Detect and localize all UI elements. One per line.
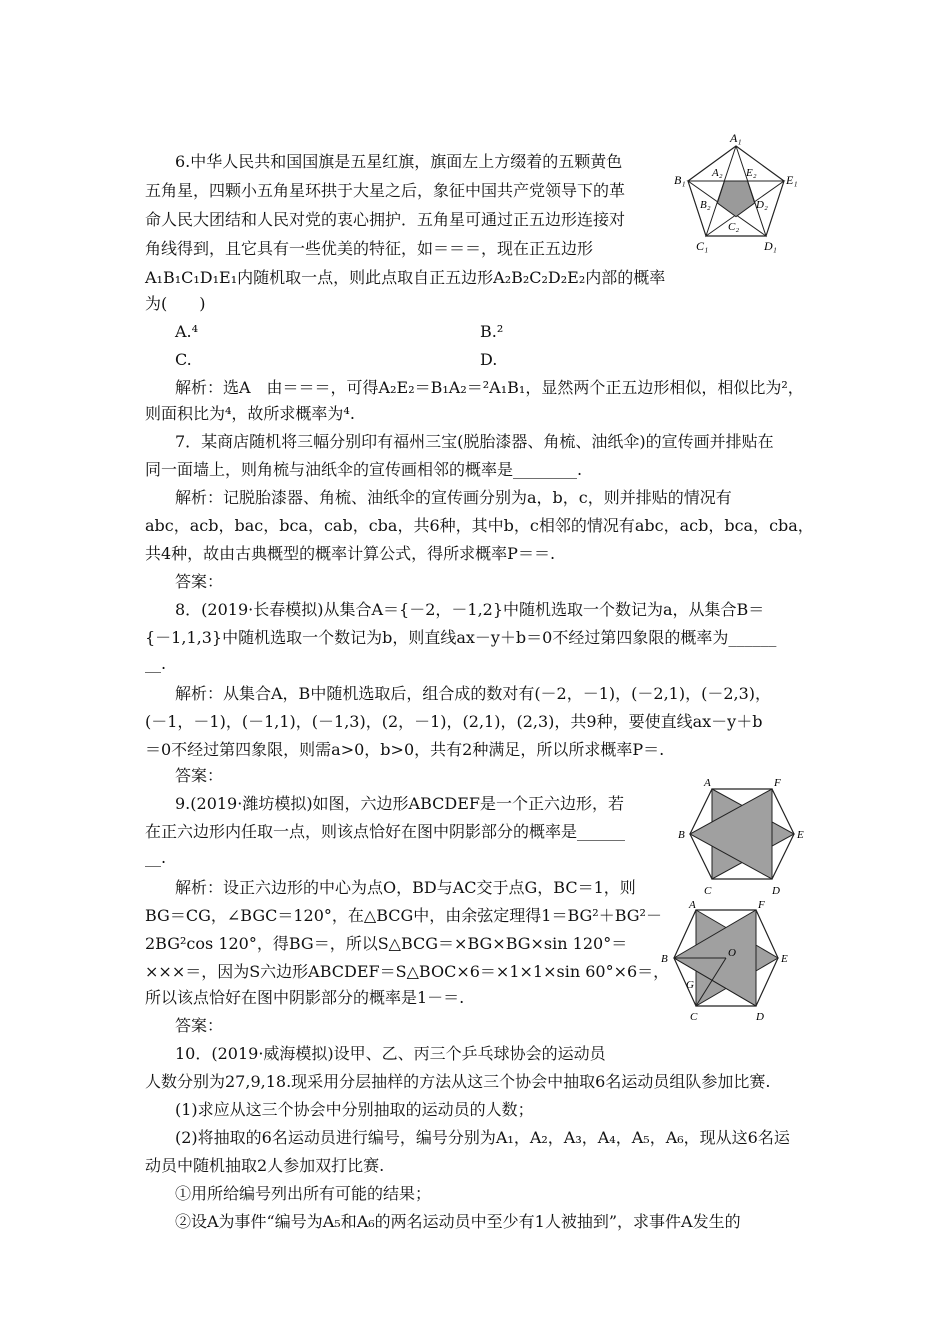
inner-pentagon — [717, 181, 754, 217]
label-c2: C₂ — [728, 221, 740, 233]
q7-line-2: 同一面墙上，则角梳与油纸伞的宣传画相邻的概率是________. — [145, 460, 583, 479]
hexagon-figure-2 — [656, 898, 806, 1023]
hex2-label-f: F — [758, 899, 765, 911]
q7-solution-1: 解析：记脱胎漆器、角梳、油纸伞的宣传画分别为a，b，c，则并排贴的情况有 — [175, 488, 732, 507]
q7-solution-2: abc，acb，bac，bca，cab，cba，共6种，其中b，c相邻的情况有abc，acb，bca，cba， — [145, 516, 814, 535]
q8-solution-2: (－1，－1)，(－1,1)，(－1,3)，(2，－1)，(2,1)，(2,3)，共9种，要使直线ax－y＋b — [145, 712, 763, 731]
label-d1: D₁ — [764, 239, 777, 253]
q8-solution-3: ＝0不经过第四象限，则需a>0，b>0，共有2种满足，所以所求概率P＝. — [145, 740, 665, 759]
hex1-label-d: D — [772, 885, 780, 897]
q9-line-1: 9.(2019·潍坊模拟)如图，六边形ABCDEF是一个正六边形，若 — [175, 794, 625, 813]
q6-line-1: 6.中华人民共和国国旗是五星红旗，旗面左上方缀着的五颗黄色 — [175, 152, 623, 171]
hex2-label-g: G — [686, 979, 694, 991]
hex2-label-d: D — [756, 1011, 764, 1023]
q8-line-2: {－1,1,3}中随机选取一个数记为b，则直线ax－y＋b＝0不经过第四象限的概率为______ — [145, 628, 777, 647]
q9-answer: 答案： — [175, 1016, 224, 1035]
q9-solution-4: ×××＝，因为S六边形ABCDEF＝S△BOC×6＝×1×1×sin 60°×6＝， — [145, 962, 670, 981]
q6-option-c: C. — [175, 350, 192, 369]
q9-line-3: __. — [145, 848, 167, 867]
q7-answer: 答案： — [175, 572, 224, 591]
q10-line-1: 10．(2019·威海模拟)设甲、乙、丙三个乒乓球协会的运动员 — [175, 1044, 606, 1063]
label-a1: A₁ — [730, 131, 742, 145]
hex2-label-b: B — [661, 953, 668, 965]
label-e1: E₁ — [786, 173, 798, 187]
q6-option-d: D. — [480, 350, 498, 369]
pentagon-diagram — [670, 128, 810, 258]
hex1-label-c: C — [704, 885, 712, 897]
label-b2: B₂ — [700, 199, 711, 211]
q8-answer: 答案： — [175, 766, 224, 785]
hex2-label-e: E — [781, 953, 788, 965]
pentagon-figure — [670, 128, 810, 258]
hex2-label-a: A — [689, 899, 696, 911]
label-e2: E₂ — [746, 167, 757, 179]
q9-solution-5: 所以该点恰好在图中阴影部分的概率是1－＝. — [145, 988, 465, 1007]
q9-solution-1: 解析：设正六边形的中心为点O，BD与AC交于点G，BC＝1，则 — [175, 878, 636, 897]
q6-line-4: 角线得到，且它具有一些优美的特征，如＝＝＝，现在正五边形 — [145, 239, 594, 258]
label-a2: A₂ — [712, 167, 723, 179]
hex2-label-o: O — [728, 947, 736, 959]
q6-solution-1: 解析：选A 由＝＝＝，可得A₂E₂＝B₁A₂＝²A₁B₁，显然两个正五边形相似，相似比为²， — [175, 378, 804, 397]
q10-part-2: (2)将抽取的6名运动员进行编号，编号分别为A₁，A₂，A₃，A₄，A₅，A₆，现从这6名运 — [175, 1128, 790, 1147]
q9-solution-2: BG＝CG，∠BGC＝120°，在△BCG中，由余弦定理得1＝BG²＋BG²－ — [145, 906, 662, 925]
q7-solution-3: 共4种，故由古典概型的概率计算公式，得所求概率P＝＝. — [145, 544, 556, 563]
q8-line-3: __. — [145, 654, 167, 673]
hexagon-star-diagram — [670, 774, 820, 904]
hexagon-star-diagram-2 — [656, 898, 806, 1023]
q9-solution-3: 2BG²cos 120°，得BG＝，所以S△BCG＝×BG×BG×sin 120°＝ — [145, 934, 628, 953]
q9-line-2: 在正六边形内任取一点，则该点恰好在图中阴影部分的概率是______ — [145, 822, 626, 841]
q10-part-1: (1)求应从这三个协会中分别抽取的运动员的人数； — [175, 1100, 534, 1119]
q10-subpart-2: ②设A为事件“编号为A₅和A₆的两名运动员中至少有1人被抽到”，求事件A发生的 — [175, 1212, 741, 1231]
hex2-label-c: C — [690, 1011, 698, 1023]
q10-subpart-1: ①用所给编号列出所有可能的结果； — [175, 1184, 432, 1203]
q6-line-2: 五角星，四颗小五角星环拱于大星之后，象征中国共产党领导下的革 — [145, 181, 626, 200]
q8-line-1: 8．(2019·长春模拟)从集合A＝{－2，－1,2}中随机选取一个数记为a，从集合B＝ — [175, 600, 765, 619]
q10-line-2: 人数分别为27,9,18.现采用分层抽样的方法从这三个协会中抽取6名运动员组队参加比赛. — [145, 1072, 771, 1091]
q10-part-2-cont: 动员中随机抽取2人参加双打比赛. — [145, 1156, 385, 1175]
hex1-label-b: B — [678, 829, 685, 841]
q6-line-5: A₁B₁C₁D₁E₁内随机取一点，则此点取自正五边形A₂B₂C₂D₂E₂内部的概率 — [145, 268, 666, 287]
q6-line-3: 命人民大团结和人民对党的衷心拥护．五角星可通过正五边形连接对 — [145, 210, 626, 229]
q8-solution-1: 解析：从集合A，B中随机选取后，组合成的数对有(－2，－1)，(－2,1)，(－2,3)， — [175, 684, 772, 703]
hex1-label-f: F — [774, 777, 781, 789]
label-b1: B₁ — [674, 173, 686, 187]
label-d2: D₂ — [756, 199, 768, 211]
hexagon-figure-1 — [670, 774, 820, 904]
q6-option-b: B.² — [480, 322, 504, 341]
q6-solution-2: 则面积比为⁴，故所求概率为⁴. — [145, 404, 355, 423]
label-c1: C₁ — [696, 239, 709, 253]
q7-line-1: 7．某商店随机将三幅分别印有福州三宝(脱胎漆器、角梳、油纸伞)的宣传画并排贴在 — [175, 432, 774, 451]
q6-option-a: A.⁴ — [175, 322, 199, 341]
hex1-label-e: E — [797, 829, 804, 841]
hex1-label-a: A — [704, 777, 711, 789]
q6-line-6: 为( ) — [145, 294, 206, 313]
